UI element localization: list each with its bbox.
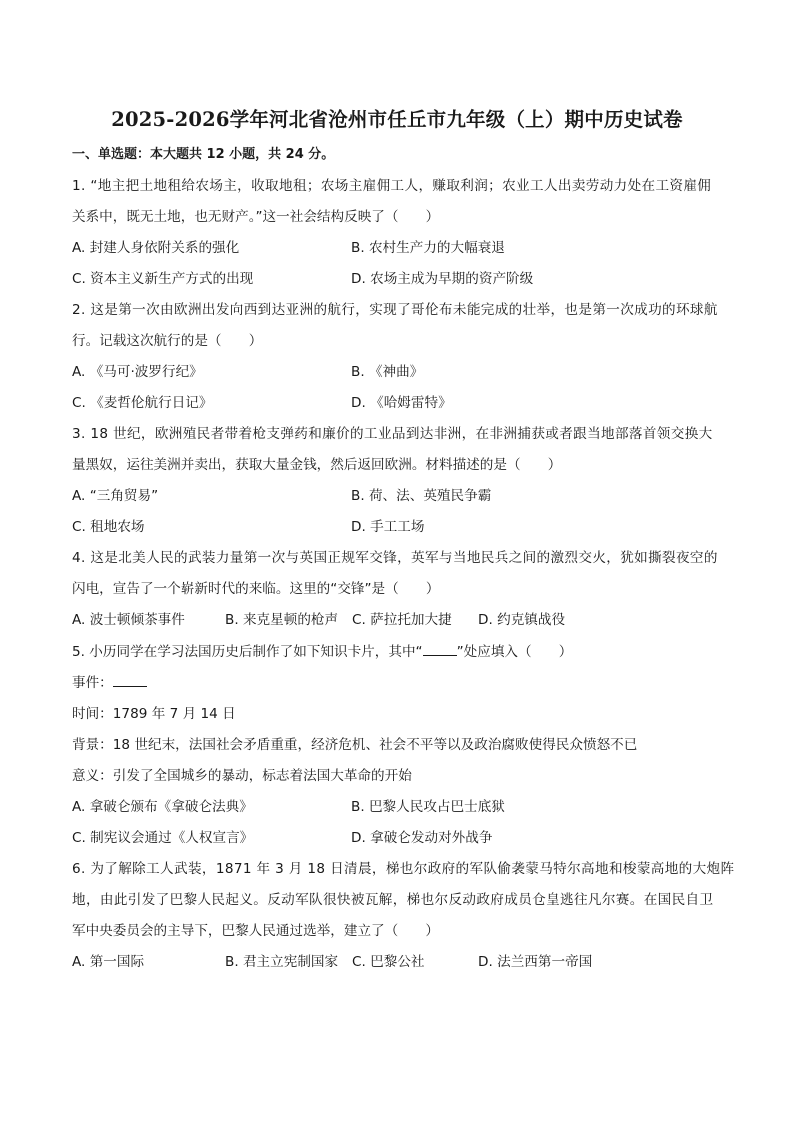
question-5-options-row-1	[72, 797, 732, 817]
section-header: 一、单选题：本大题共 12 小题，共 24 分。	[72, 147, 335, 162]
card-event-blank	[113, 673, 147, 687]
card-meaning: 意义：引发了全国城乡的暴动，标志着法国大革命的开始	[72, 768, 412, 784]
question-3-options-row-1	[72, 486, 732, 506]
question-1-option-c[interactable]: C. 资本主义新生产方式的出现	[72, 271, 254, 287]
question-6-stem-line-2: 地，由此引发了巴黎人民起义。反动军队很快被瓦解，梯也尔反动政府成员仓皇逃往凡尔赛。在国民自卫	[72, 892, 714, 908]
question-1-stem-line-1: 1. “地主把土地租给农场主，收取地租；农场主雇佣工人，赚取利润；农业工人出卖劳动力处在工资雇佣	[72, 178, 712, 194]
question-6-option-b[interactable]: B. 君主立宪制国家	[225, 954, 339, 970]
question-3-options-row-2	[72, 517, 732, 537]
question-3-option-a[interactable]: A. “三角贸易”	[72, 488, 159, 504]
question-3-stem-line-2: 量黑奴，运往美洲并卖出，获取大量金钱，然后返回欧洲。材料描述的是（ ）	[72, 457, 562, 473]
question-1-option-d[interactable]: D. 农场主成为早期的资产阶级	[351, 271, 534, 287]
question-1-option-a[interactable]: A. 封建人身依附关系的强化	[72, 240, 240, 256]
question-4-option-a[interactable]: A. 波士顿倾茶事件	[72, 612, 185, 628]
question-5-option-d[interactable]: D. 拿破仑发动对外战争	[351, 830, 493, 846]
page-title: 2025-2026学年河北省沧州市任丘市九年级（上）期中历史试卷	[111, 108, 683, 131]
question-2-stem-line-2: 行。记载这次航行的是（ ）	[72, 333, 263, 349]
question-5-option-a[interactable]: A. 拿破仑颁布《拿破仑法典》	[72, 799, 253, 815]
question-1-options-row-2	[72, 269, 732, 289]
question-5-options-row-2	[72, 828, 732, 848]
question-4-stem-line-2: 闪电，宣告了一个崭新时代的来临。这里的“交锋”是（ ）	[72, 581, 440, 597]
answer-blank	[423, 642, 457, 656]
question-6-option-a[interactable]: A. 第一国际	[72, 954, 145, 970]
card-event-line	[72, 673, 732, 693]
card-time: 时间：1789 年 7 月 14 日	[72, 706, 236, 722]
question-5-option-b[interactable]: B. 巴黎人民攻占巴士底狱	[351, 799, 505, 815]
card-background: 背景：18 世纪末，法国社会矛盾重重，经济危机、社会不平等以及政治腐败使得民众愤怒不已	[72, 737, 638, 753]
question-4-option-d[interactable]: D. 约克镇战役	[478, 612, 566, 628]
question-1-option-b[interactable]: B. 农村生产力的大幅衰退	[351, 240, 505, 256]
question-3-option-b[interactable]: B. 荷、法、英殖民争霸	[351, 488, 492, 504]
question-1-stem-line-2: 关系中，既无土地，也无财产。”这一社会结构反映了（ ）	[72, 209, 440, 225]
question-5-stem-prefix: 5. 小历同学在学习法国历史后制作了如下知识卡片，其中“	[72, 644, 423, 660]
question-2-option-b[interactable]: B. 《神曲》	[351, 364, 424, 380]
question-2-option-a[interactable]: A. 《马可·波罗行纪》	[72, 364, 203, 380]
question-5-stem-suffix: ”处应填入（ ）	[456, 644, 573, 660]
question-4-option-c[interactable]: C. 萨拉托加大捷	[352, 612, 452, 628]
question-6-stem-line-3: 军中央委员会的主导下，巴黎人民通过选举，建立了（ ）	[72, 923, 440, 939]
question-4-option-b[interactable]: B. 来克星顿的枪声	[225, 612, 339, 628]
question-2-options-row-2	[72, 393, 732, 413]
question-1-options-row-1	[72, 238, 732, 258]
question-2-options-row-1	[72, 362, 732, 382]
question-4-stem-line-1: 4. 这是北美人民的武装力量第一次与英国正规军交锋，英军与当地民兵之间的激烈交火，犹如撕裂夜空的	[72, 550, 718, 566]
question-5-option-c[interactable]: C. 制宪议会通过《人权宣言》	[72, 830, 254, 846]
question-3-option-d[interactable]: D. 手工工场	[351, 519, 425, 535]
question-2-option-d[interactable]: D. 《哈姆雷特》	[351, 395, 452, 411]
question-6-option-d[interactable]: D. 法兰西第一帝国	[478, 954, 593, 970]
question-2-stem-line-1: 2. 这是第一次由欧洲出发向西到达亚洲的航行，实现了哥伦布未能完成的壮举，也是第一次成功的环球航	[72, 302, 718, 318]
question-3-option-c[interactable]: C. 租地农场	[72, 519, 145, 535]
question-2-option-c[interactable]: C. 《麦哲伦航行日记》	[72, 395, 213, 411]
question-5-stem	[72, 642, 732, 662]
question-3-stem-line-1: 3. 18 世纪，欧洲殖民者带着枪支弹药和廉价的工业品到达非洲，在非洲捕获或者跟当地部落首领交换大	[72, 426, 713, 442]
question-6-stem-line-1: 6. 为了解除工人武装，1871 年 3 月 18 日清晨，梯也尔政府的军队偷袭蒙马特尔高地和梭蒙高地的大炮阵	[72, 861, 735, 877]
card-event-label: 事件：	[72, 675, 113, 691]
question-6-option-c[interactable]: C. 巴黎公社	[352, 954, 425, 970]
